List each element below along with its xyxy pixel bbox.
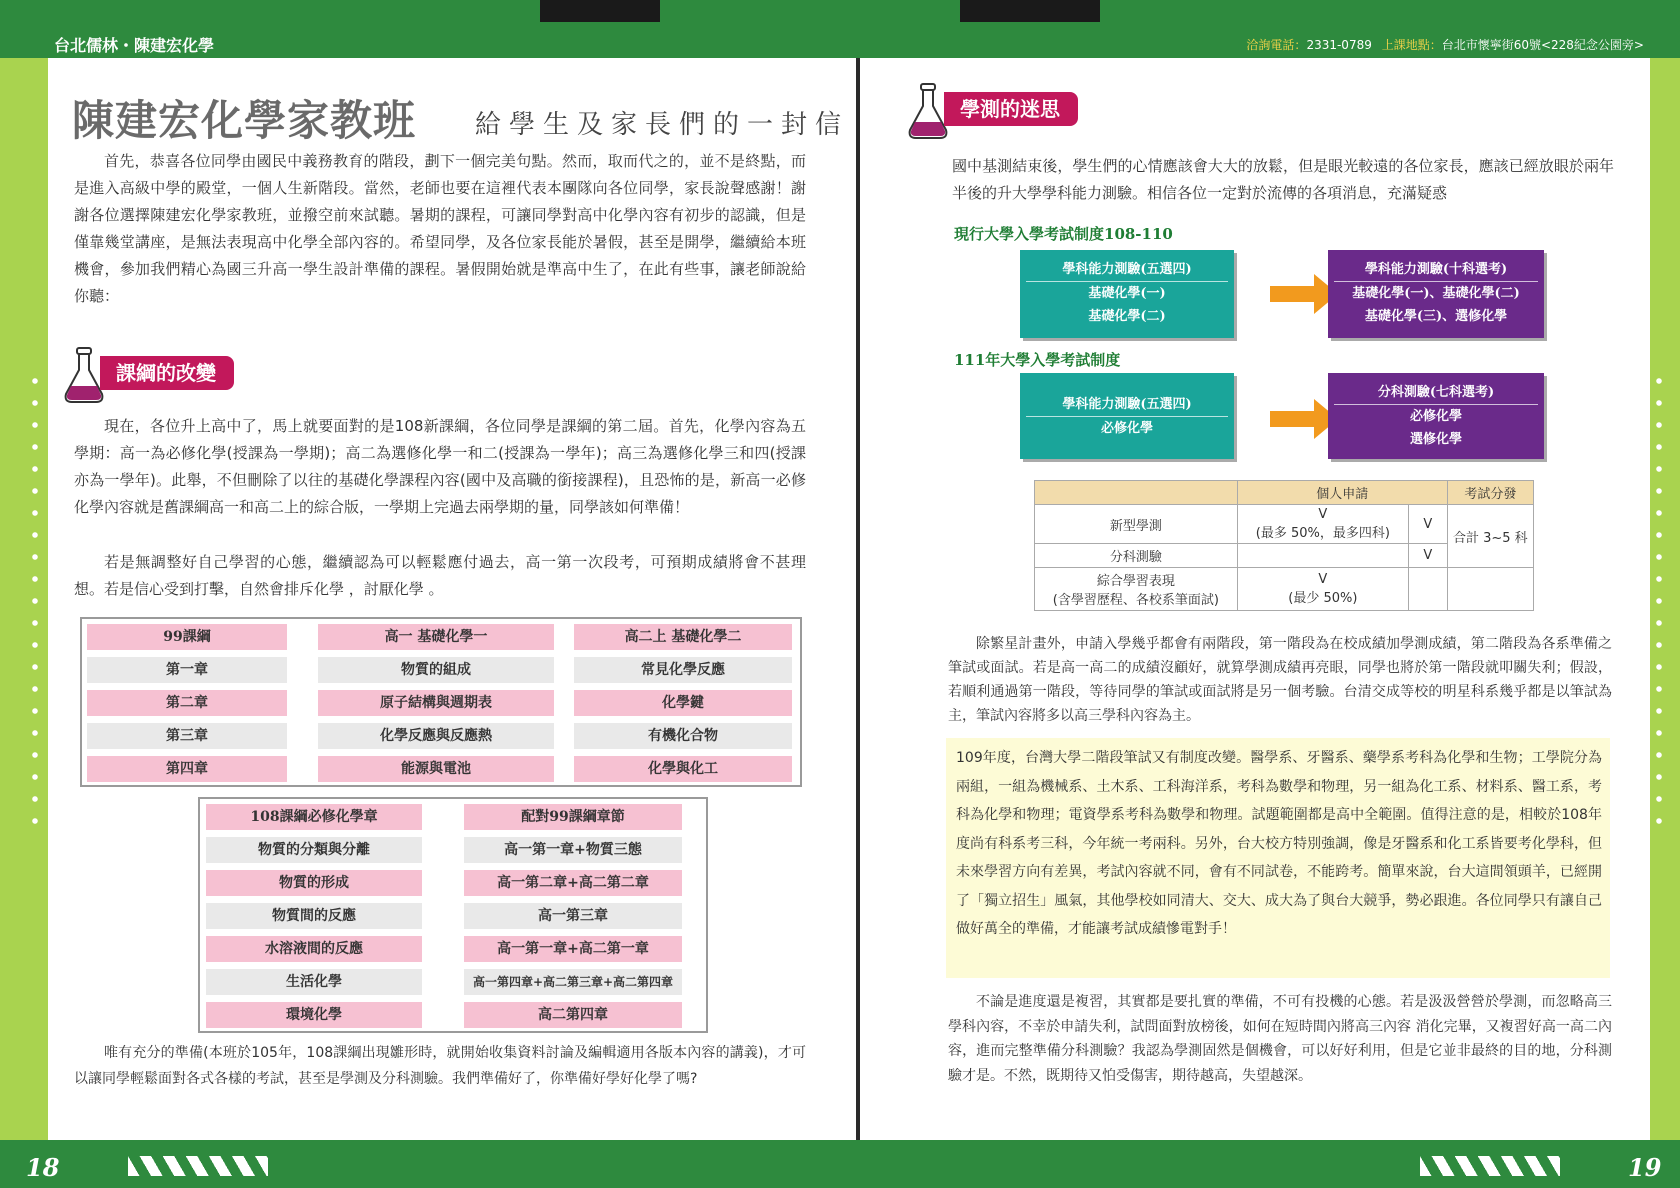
- t1-r3-c2: 化學與化工: [574, 756, 792, 782]
- t1-r2-c1: 化學反應與反應熱: [318, 723, 554, 749]
- right-dot-strip: [1656, 370, 1662, 840]
- t2-r2-c1: 高一第三章: [464, 903, 682, 929]
- t1-r0-c1: 物質的組成: [318, 657, 554, 683]
- header-exam-placement: 考試分發: [1447, 481, 1533, 505]
- section1-tag: 課綱的改變: [100, 356, 234, 390]
- page-subtitle: 給學生及家長們的一封信: [475, 110, 850, 140]
- application-paragraph: 除繁星計畫外，申請入學幾乎都會有兩階段，第一階段為在校成績加學測成績，第二階段為各系準備之筆試或面試。若是高一高二的成績沒顧好，就算學測成績再亮眼，同學也將於第一階段就叩關失利；假設，若順利通過第一階段，等待同學的筆試或面試將是另一個考驗。台清交成等校的明星科系幾乎都是以筆試為主，筆試內容將多以高三學科內容為主。: [948, 636, 1612, 724]
- location-label: 上課地點：: [1381, 38, 1442, 52]
- t1-header-1: 高一 基礎化學一: [318, 624, 554, 650]
- t2-r1-c0: 物質的形成: [206, 870, 422, 896]
- t2-header-1: 配對99課綱章節: [464, 804, 682, 830]
- new-right-box: [1328, 373, 1544, 459]
- t2-r5-c1: 高二第四章: [464, 1002, 682, 1028]
- current-system-label: 現行大學入學考試制度108-110: [954, 225, 1173, 243]
- row-new-gsat-note: (最多 50%，最多四科): [1255, 526, 1390, 541]
- curriculum-paragraph-2: 若是無調整好自己學習的心態，繼續認為可以輕鬆應付過去，高一第一次段考，可預期成績將會不甚理想。若是信心受到打擊，自然會排斥化學 ，討厭化學 。: [74, 553, 806, 598]
- row-learning-personal: [1237, 568, 1408, 611]
- row-learning-performance: [1035, 568, 1238, 611]
- page-number-left: 18: [26, 1153, 60, 1182]
- current-left-line-1: 基礎化學(一): [1088, 286, 1166, 301]
- header-left-title: 台北儒林・陳建宏化學: [54, 36, 215, 55]
- footer-hatch-left: [128, 1156, 268, 1176]
- current-right-title: 學科能力測驗(十科選考): [1334, 258, 1538, 282]
- t2-r5-c0: 環境化學: [206, 1002, 422, 1028]
- ntu-paragraph: 109年度，台灣大學二階段筆試又有制度改變。醫學系、牙醫系、藥學系考科為化學和生物；工學院分為兩組，一組為機械系、土木系、工科海洋系，考科為數學和物理，另一組為化工系、材料系、醫工系，考科為化學和物理；電資學系考科為數學和物理。試題範圍都是高中全範圍。值得注意的是，相較於108年度尚有科系考三科，今年統一考兩科。另外，台大校方特別強調，像是牙醫系和化工系皆要考化學科，但未來學習方向有差異，考試內容就不同，會有不同試卷，不能跨考。簡單來說，台大這間領頭羊，已經開了「獨立招生」風氣，其他學校如同清大、交大、成大為了與台大競爭，勢必跟進。各位同學只有讓自己做好萬全的準備，才能讓考試成績慘電對手！: [956, 750, 1602, 937]
- t1-r0-c0: 第一章: [87, 657, 287, 683]
- t2-r0-c1: 高一第一章+物質三態: [464, 837, 682, 863]
- current-right-line-2: 基礎化學(三)、選修化學: [1364, 309, 1508, 324]
- row-subject-test-mark: V: [1409, 544, 1448, 568]
- page-title: 陳建宏化學家教班: [72, 96, 417, 145]
- row-new-gsat-mark: V: [1318, 507, 1328, 522]
- t1-r3-c1: 能源與電池: [318, 756, 554, 782]
- contact-label: 洽詢電話：: [1246, 38, 1307, 52]
- location-value: 台北市懷寧街60號<228紀念公園旁>: [1441, 38, 1644, 52]
- row-learning-sub: (含學習歷程、各校系筆面試): [1052, 593, 1219, 608]
- exam-subject-note: 合計 3~5 科: [1447, 505, 1533, 568]
- row-learning-note: (最少 50%): [1288, 591, 1358, 606]
- top-stripe-left: [540, 0, 660, 22]
- current-right-box: [1328, 250, 1544, 338]
- t2-r1-c1: 高一第二章+高二第二章: [464, 870, 682, 896]
- t1-r3-c0: 第四章: [87, 756, 287, 782]
- t2-r4-c1: 高一第四章+高二第三章+高二第四章: [464, 969, 682, 995]
- t2-r4-c0: 生活化學: [206, 969, 422, 995]
- intro-paragraph: 首先，恭喜各位同學由國民中義務教育的階段，劃下一個完美句點。然而，取而代之的，並不是終點，而是進入高級中學的殿堂，一個人生新階段。當然，老師也要在這裡代表本團隊向各位同學，家長說聲感謝！謝謝各位選擇陳建宏化學家教班，並撥空前來試聽。暑期的課程，可讓同學對高中化學內容有初步的認識，但是僅靠幾堂講座，是無法表現高中化學全部內容的。希望同學，及各位家長能於暑假，甚至是開學，繼續給本班機會，參加我們精心為國三升高一學生設計準備的課程。暑假開始就是準高中生了，在此有些事，讓老師說給你聽：: [74, 152, 806, 305]
- curriculum-paragraph-1: 現在，各位升上高中了，馬上就要面對的是108新課綱，各位同學是課綱的第二屆。首先，化學內容為五學期：高一為必修化學(授課為一學期)；高二為選修化學一和二(授課為一學年)；高三為選修化學三和四(授課亦為一學年)。此舉，不但刪除了以往的基礎化學課程內容(國中及高職的銜接課程)，且恐怖的是，新高一必修化學內容就是舊課綱高一和高二上的綜合版，一學期上完過去兩學期的量，同學該如何準備！: [74, 417, 806, 516]
- score-weight-table: [1034, 480, 1534, 611]
- section2-tag: 學測的迷思: [944, 92, 1078, 126]
- header-personal-application: 個人申請: [1237, 481, 1447, 505]
- page-number-right: 19: [1628, 1153, 1662, 1182]
- footer-hatch-right: [1420, 1156, 1560, 1176]
- top-stripe-right: [960, 0, 1100, 22]
- t1-header-0: 99課綱: [87, 624, 287, 650]
- row-subject-test: 分科測驗: [1035, 544, 1238, 568]
- row-new-gsat-personal: [1237, 505, 1408, 544]
- new-left-box: [1020, 373, 1234, 459]
- new-system-label: 111年大學入學考試制度: [954, 351, 1121, 369]
- section-exam-heading: [904, 82, 1204, 126]
- t1-r2-c0: 第三章: [87, 723, 287, 749]
- exam-intro-paragraph: 國中基測結束後，學生們的心情應該會大大的放鬆，但是眼光較遠的各位家長，應該已經放眼於兩年半後的升大學學科能力測驗。相信各位一定對於流傳的各項消息，充滿疑惑: [952, 157, 1614, 202]
- left-dot-strip: [32, 370, 38, 840]
- t2-r0-c0: 物質的分類與分離: [206, 837, 422, 863]
- contact-value: 2331-0789: [1306, 38, 1372, 52]
- new-right-title: 分科測驗(七科選考): [1334, 381, 1538, 405]
- t2-r3-c1: 高一第一章+高二第一章: [464, 936, 682, 962]
- row-new-gsat: 新型學測: [1035, 505, 1238, 544]
- new-left-title: 學科能力測驗(五選四): [1026, 393, 1228, 417]
- t1-r0-c2: 常見化學反應: [574, 657, 792, 683]
- new-right-line-2: 選修化學: [1409, 432, 1462, 447]
- current-left-title: 學科能力測驗(五選四): [1026, 258, 1228, 282]
- t1-r1-c1: 原子結構與週期表: [318, 690, 554, 716]
- row-learning-label: 綜合學習表現: [1096, 574, 1175, 589]
- new-right-line-1: 必修化學: [1409, 409, 1462, 424]
- t2-r3-c0: 水溶液間的反應: [206, 936, 422, 962]
- current-left-line-2: 基礎化學(二): [1088, 309, 1166, 324]
- section-curriculum-heading: [60, 346, 360, 390]
- header-contact: [1246, 36, 1644, 53]
- row-new-gsat-exam-mark: V: [1409, 505, 1448, 544]
- closing-paragraph: 唯有充分的準備(本班於105年，108課綱出現雛形時，就開始收集資料討論及編輯適用各版本內容的講義)，才可以讓同學輕鬆面對各式各樣的考試，甚至是學測及分科測驗。我們準備好了，你準備好學好化學了嗎?: [74, 1045, 806, 1087]
- t1-r2-c2: 有機化合物: [574, 723, 792, 749]
- new-left-line-1: 必修化學: [1100, 421, 1153, 436]
- t2-r2-c0: 物質間的反應: [206, 903, 422, 929]
- t1-r1-c0: 第二章: [87, 690, 287, 716]
- current-right-line-1: 基礎化學(一)、基礎化學(二): [1352, 286, 1520, 301]
- current-left-box: [1020, 250, 1234, 338]
- final-paragraph: 不論是進度還是複習，其實都是要扎實的準備，不可有投機的心態。若是汲汲營營於學測，而忽略高三學科內容，不幸於申請失利，試問面對放榜後，如何在短時間內將高三內容 消化完畢，又複習好高一高二內容，進而完整準備分科測驗？我認為學測固然是個機會，可以好好利用，但是它並非最終的目的地，分科測驗才是。不然，既期待又怕受傷害，期待越高，失望越深。: [948, 994, 1612, 1084]
- row-learning-mark: V: [1318, 572, 1328, 587]
- t1-header-2: 高二上 基礎化學二: [574, 624, 792, 650]
- t2-header-0: 108課綱必修化學章: [206, 804, 422, 830]
- t1-r1-c2: 化學鍵: [574, 690, 792, 716]
